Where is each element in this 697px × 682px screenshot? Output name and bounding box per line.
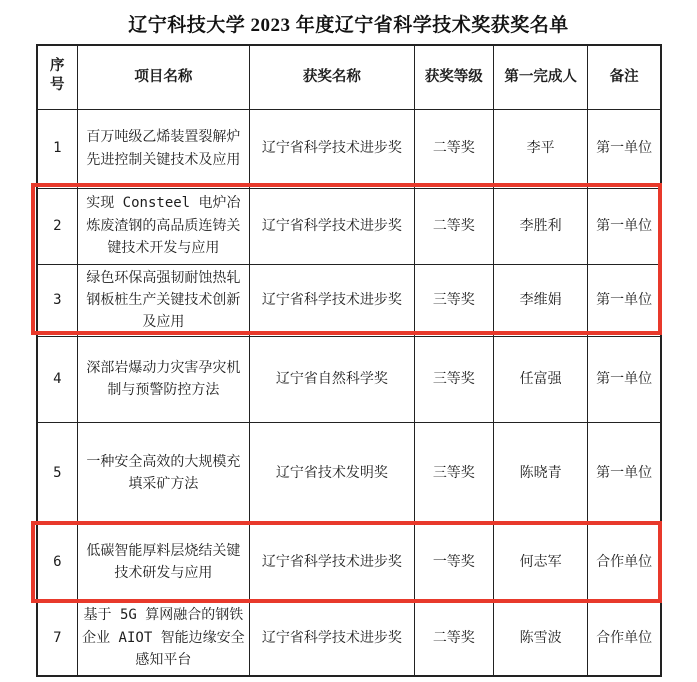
cell-project: 绿色环保高强韧耐蚀热轧钢板桩生产关键技术创新及应用 — [77, 264, 250, 336]
table-row — [37, 336, 661, 422]
table-row — [37, 524, 661, 600]
cell-grade: 二等奖 — [414, 188, 493, 264]
table-row — [37, 188, 661, 264]
header-no-label: 序号 — [50, 57, 65, 94]
table-row — [37, 264, 661, 336]
cell-project: 实现 Consteel 电炉冶炼废渣钢的高品质连铸关键技术开发与应用 — [77, 188, 250, 264]
header-project: 项目名称 — [77, 45, 250, 109]
cell-note: 第一单位 — [588, 336, 661, 422]
cell-no: 3 — [37, 264, 77, 336]
cell-no: 5 — [37, 422, 77, 524]
cell-person: 陈晓青 — [493, 422, 587, 524]
cell-person: 陈雪波 — [493, 600, 587, 676]
cell-person: 任富强 — [493, 336, 587, 422]
cell-person: 李维娟 — [493, 264, 587, 336]
page-title: 辽宁科技大学 2023 年度辽宁省科学技术奖获奖名单 — [128, 15, 569, 36]
awards-table — [36, 44, 662, 677]
cell-award: 辽宁省科学技术进步奖 — [250, 600, 415, 676]
cell-note: 第一单位 — [588, 109, 661, 188]
cell-grade: 三等奖 — [414, 264, 493, 336]
header-note: 备注 — [588, 45, 661, 109]
header-person: 第一完成人 — [493, 45, 587, 109]
cell-award: 辽宁省技术发明奖 — [250, 422, 415, 524]
cell-note: 第一单位 — [588, 188, 661, 264]
header-grade: 获奖等级 — [414, 45, 493, 109]
cell-note: 合作单位 — [588, 600, 661, 676]
cell-note: 合作单位 — [588, 524, 661, 600]
cell-project: 百万吨级乙烯装置裂解炉先进控制关键技术及应用 — [77, 109, 250, 188]
cell-grade: 一等奖 — [414, 524, 493, 600]
cell-note: 第一单位 — [588, 264, 661, 336]
cell-no: 4 — [37, 336, 77, 422]
table-row — [37, 422, 661, 524]
cell-award: 辽宁省科学技术进步奖 — [250, 264, 415, 336]
cell-person: 李平 — [493, 109, 587, 188]
cell-grade: 三等奖 — [414, 336, 493, 422]
cell-project: 低碳智能厚料层烧结关键技术研发与应用 — [77, 524, 250, 600]
cell-grade: 三等奖 — [414, 422, 493, 524]
cell-award: 辽宁省科学技术进步奖 — [250, 524, 415, 600]
cell-grade: 二等奖 — [414, 600, 493, 676]
cell-project: 一种安全高效的大规模充填采矿方法 — [77, 422, 250, 524]
cell-no: 2 — [37, 188, 77, 264]
cell-project: 基于 5G 算网融合的钢铁企业 AIOT 智能边缘安全感知平台 — [77, 600, 250, 676]
header-award: 获奖名称 — [250, 45, 415, 109]
table-row — [37, 109, 661, 188]
cell-no: 6 — [37, 524, 77, 600]
cell-award: 辽宁省科学技术进步奖 — [250, 188, 415, 264]
header-no — [37, 45, 77, 109]
cell-note: 第一单位 — [588, 422, 661, 524]
header-row — [37, 45, 661, 109]
cell-person: 何志军 — [493, 524, 587, 600]
cell-project: 深部岩爆动力灾害孕灾机制与预警防控方法 — [77, 336, 250, 422]
cell-award: 辽宁省科学技术进步奖 — [250, 109, 415, 188]
cell-no: 1 — [37, 109, 77, 188]
cell-no: 7 — [37, 600, 77, 676]
cell-grade: 二等奖 — [414, 109, 493, 188]
table-row — [37, 600, 661, 676]
cell-person: 李胜利 — [493, 188, 587, 264]
cell-award: 辽宁省自然科学奖 — [250, 336, 415, 422]
